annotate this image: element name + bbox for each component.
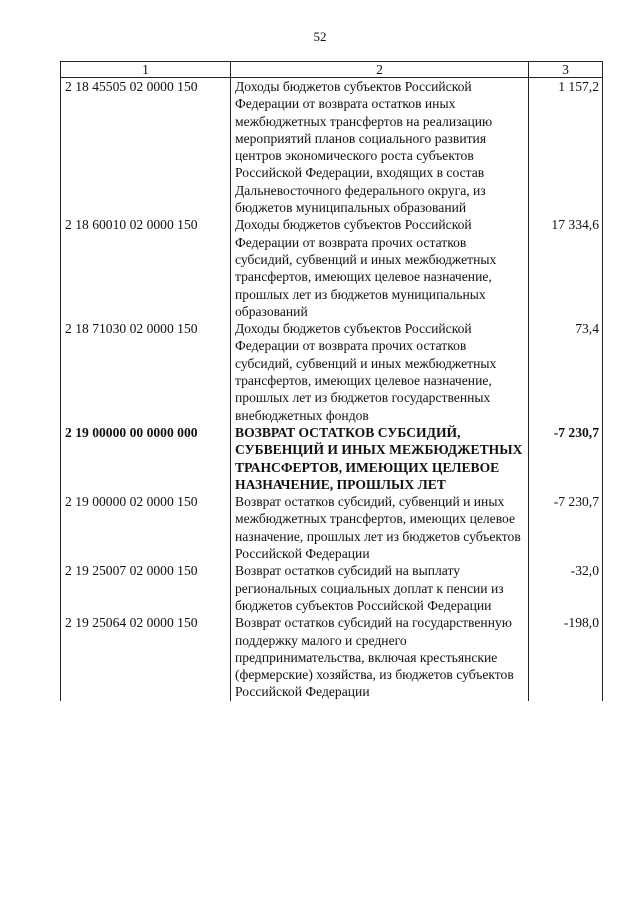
table-row <box>61 614 603 700</box>
row-name: Возврат остатков субсидий, субвенций и иных межбюджетных трансфертов, имеющих целевое назначение, прошлых лет из бюджетов субъектов Российской Федерации <box>231 493 529 562</box>
header-row <box>61 62 603 78</box>
row-name: Возврат остатков субсидий на выплату региональных социальных доплат к пенсии из бюджетов субъектов Российской Федерации <box>231 562 529 614</box>
row-name: Доходы бюджетов субъектов Российской Федерации от возврата прочих остатков субсидий, субвенций и иных межбюджетных трансфертов, имеющих целевое назначение, прошлых лет из бюджетов государственных внебюджетных фондов <box>231 320 529 424</box>
budget-table <box>60 61 603 701</box>
row-amount: 73,4 <box>529 320 603 424</box>
row-code: 2 19 00000 00 0000 000 <box>61 424 231 493</box>
column-header-name: 2 <box>231 62 529 78</box>
row-amount: -32,0 <box>529 562 603 614</box>
table-row <box>61 562 603 614</box>
row-code: 2 18 60010 02 0000 150 <box>61 216 231 320</box>
row-amount: -7 230,7 <box>529 424 603 493</box>
row-name: Доходы бюджетов субъектов Российской Федерации от возврата остатков иных межбюджетных трансфертов на реализацию мероприятий планов социального развития центров экономического роста субъектов Российской Федерации, входящих в состав Дальневосточного федерального округа, из бюджетов муниципальных образований <box>231 78 529 217</box>
table-row <box>61 320 603 424</box>
table-body <box>61 78 603 701</box>
table-row <box>61 493 603 562</box>
row-name: Доходы бюджетов субъектов Российской Федерации от возврата прочих остатков субсидий, субвенций и иных межбюджетных трансфертов, имеющих целевое назначение, прошлых лет из бюджетов муниципальных образований <box>231 216 529 320</box>
row-amount: -7 230,7 <box>529 493 603 562</box>
table-row <box>61 78 603 217</box>
row-name: ВОЗВРАТ ОСТАТКОВ СУБСИДИЙ, СУБВЕНЦИЙ И ИНЫХ МЕЖБЮДЖЕТНЫХ ТРАНСФЕРТОВ, ИМЕЮЩИХ ЦЕЛЕВОЕ НАЗНАЧЕНИЕ, ПРОШЛЫХ ЛЕТ <box>231 424 529 493</box>
row-code: 2 19 25064 02 0000 150 <box>61 614 231 700</box>
row-name: Возврат остатков субсидий на государственную поддержку малого и среднего предпринимательства, включая крестьянские (фермерские) хозяйства, из бюджетов субъектов Российской Федерации <box>231 614 529 700</box>
column-header-code: 1 <box>61 62 231 78</box>
table-header <box>61 62 603 78</box>
column-header-amount: 3 <box>529 62 603 78</box>
row-amount: 1 157,2 <box>529 78 603 217</box>
row-code: 2 19 00000 02 0000 150 <box>61 493 231 562</box>
row-code: 2 19 25007 02 0000 150 <box>61 562 231 614</box>
row-amount: -198,0 <box>529 614 603 700</box>
row-code: 2 18 71030 02 0000 150 <box>61 320 231 424</box>
page-number: 52 <box>313 29 327 44</box>
table-row-section-total <box>61 424 603 493</box>
row-amount: 17 334,6 <box>529 216 603 320</box>
table-row <box>61 216 603 320</box>
row-code: 2 18 45505 02 0000 150 <box>61 78 231 217</box>
